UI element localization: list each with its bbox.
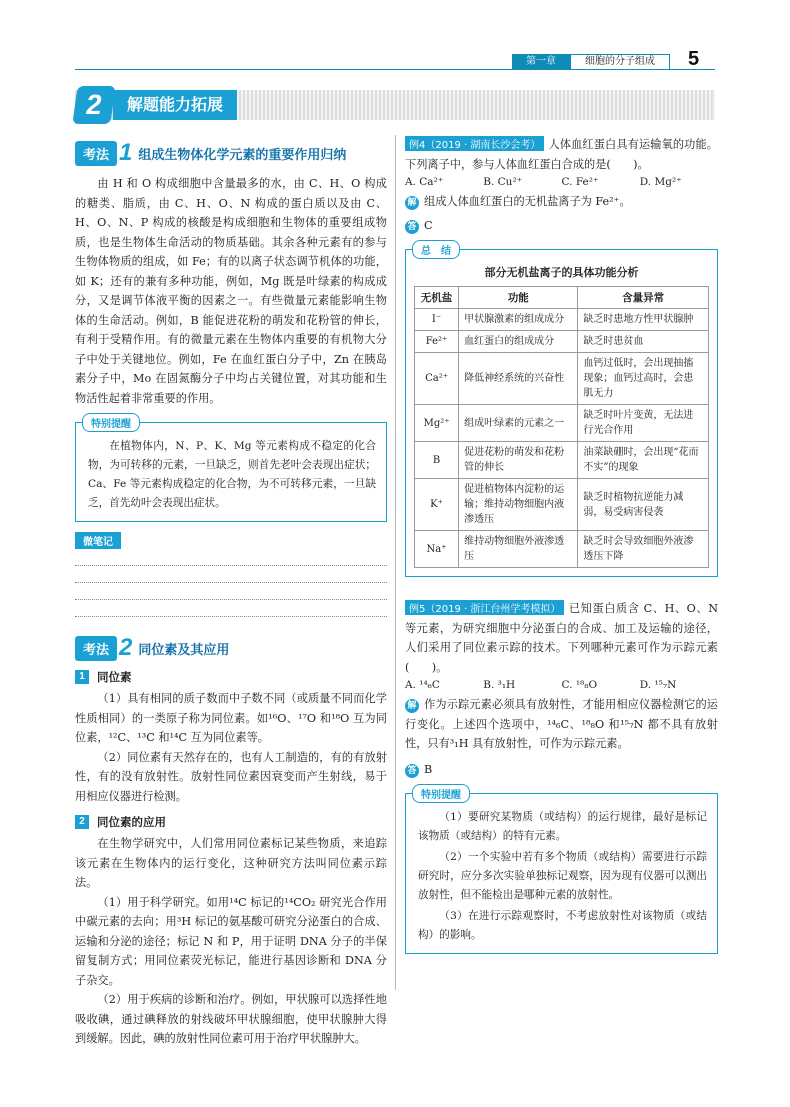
abnormal-cell: 血钙过低时，会出现抽搐现象；血钙过高时，会患肌无力 xyxy=(578,353,709,405)
function-cell: 血红蛋白的组成成分 xyxy=(459,331,578,353)
option: B. Cu²⁺ xyxy=(483,176,523,188)
solution-icon: 解 xyxy=(405,699,419,713)
special-tip-box-2 xyxy=(405,790,718,954)
table-row xyxy=(415,479,709,531)
tip-item: （2）一个实验中若有多个物质（或结构）需要进行示踪研究时，应分多次实验单独标记观察，因为现有仪器可以测出放射性，但不能检出是哪种元素的放射性。 xyxy=(418,851,707,901)
special-tip-text: 在植物体内，N、P、K、Mg 等元素构成不稳定的化合物，为可转移的元素，一旦缺乏，则首先老叶会表现出症状；Ca、Fe 等元素构成稳定的化合物，为不可转移元素，一旦缺乏，首先幼叶会表现出症状。 xyxy=(88,440,376,509)
ion-cell: I⁻ xyxy=(415,309,459,331)
example-4-solution xyxy=(405,192,718,212)
table-row xyxy=(415,331,709,353)
solution-icon: 解 xyxy=(405,196,419,210)
kaofa-1-heading xyxy=(75,140,387,166)
example-5-options xyxy=(405,679,718,691)
page-header xyxy=(0,0,790,80)
paragraph: （1）具有相同的质子数而中子数不同（或质量不同而化学性质相同）的一类原子称为同位素。如¹⁶O、¹⁷O 和¹⁸O 互为同位素，¹²C、¹³C 和¹⁴C 互为同位素等。 xyxy=(75,692,387,744)
function-cell: 甲状腺激素的组成成分 xyxy=(459,309,578,331)
function-cell: 降低神经系统的兴奋性 xyxy=(459,353,578,405)
paragraph: 在生物学研究中，人们常用同位素标记某些物质，来追踪该元素在生物体内的运行变化，这种研究方法叫同位素示踪法。 xyxy=(75,837,387,889)
paragraph: （1）用于科学研究。如用¹⁴C 标记的¹⁴CO₂ 研究光合作用中碳元素的去向；用³H 标记的氨基酸可研究分泌蛋白的合成、运输和分泌的途径；标记 N 和 P，用于证明 DNA 分子的半保留复制方式；用同位素荧光标记，能进行基因诊断和 DNA 分子杂交。 xyxy=(75,895,387,987)
column-header: 无机盐 xyxy=(415,287,459,309)
option: A. Ca²⁺ xyxy=(405,176,444,188)
note-line xyxy=(75,583,387,600)
table-row xyxy=(415,405,709,442)
solution-text: 作为示踪元素必须具有放射性，才能用相应仪器检测它的运行变化。上述四个选项中，¹⁴₆C、¹⁸₈O 和¹⁵₇N 都不具有放射性，只有³₁H 具有放射性，可作为示踪元素。 xyxy=(405,698,718,750)
example-5-question xyxy=(405,599,718,677)
paragraph: （2）用于疾病的诊断和治疗。例如，甲状腺可以选择性地吸收碘，通过碘释放的射线破坏甲状腺细胞，使甲状腺肿大得到缓解。因此，碘的放射性同位素可用于治疗甲状腺肿大。 xyxy=(75,993,387,1045)
tip-item: （1）要研究某物质（或结构）的运行规律，最好是标记该物质（或结构）的特有元素。 xyxy=(418,811,707,842)
ion-cell: Ca²⁺ xyxy=(415,353,459,405)
abnormal-cell: 缺乏时叶片变黄，无法进行光合作用 xyxy=(578,405,709,442)
answer-text: B xyxy=(424,762,433,776)
ion-cell: K⁺ xyxy=(415,479,459,531)
right-column xyxy=(405,135,718,954)
banner-title: 解题能力拓展 xyxy=(113,90,237,120)
example-tag: 例4（2019 · 湖南长沙会考） xyxy=(405,136,544,151)
micro-notes-label: 微笔记 xyxy=(75,532,121,549)
column-divider xyxy=(395,135,396,990)
ion-cell: Mg²⁺ xyxy=(415,405,459,442)
ion-function-table xyxy=(414,286,709,568)
option: D. ¹⁵₇N xyxy=(639,679,677,691)
kaofa-2-heading xyxy=(75,635,387,661)
banner-number: 2 xyxy=(72,86,115,124)
abnormal-cell: 缺乏时植物抗逆能力减弱，易受病害侵袭 xyxy=(578,479,709,531)
function-cell: 促进花粉的萌发和花粉管的伸长 xyxy=(459,442,578,479)
kaofa-number: 2 xyxy=(119,634,133,661)
option: B. ³₁H xyxy=(483,679,516,691)
table-row xyxy=(415,531,709,568)
paragraph: （2）同位素有天然存在的，也有人工制造的，有的有放射性，有的没有放射性。放射性同位素因衰变而产生射线，易于用相应仪器进行检测。 xyxy=(75,750,387,803)
function-cell: 促进植物体内淀粉的运输；维持动物细胞内液渗透压 xyxy=(459,479,578,531)
table-row xyxy=(415,353,709,405)
abnormal-cell: 缺乏时会导致细胞外液渗透压下降 xyxy=(578,531,709,568)
chapter-title: 细胞的分子组成 xyxy=(570,54,670,70)
note-line xyxy=(75,600,387,617)
subsection-number: 1 xyxy=(75,670,89,684)
special-tip-label: 特别提醒 xyxy=(412,784,470,803)
special-tip-label: 特别提醒 xyxy=(82,413,140,432)
ion-cell: B xyxy=(415,442,459,479)
example-4-question xyxy=(405,135,718,174)
subsection-title: 同位素的应用 xyxy=(97,815,166,829)
note-line xyxy=(75,549,387,566)
special-tip-box xyxy=(75,419,387,522)
left-column xyxy=(75,140,387,1049)
kaofa-1-body: 由 H 和 O 构成细胞中含量最多的水，由 C、H、O 构成的糖类、脂质，由 C、H、O、N 构成的蛋白质以及由 C、H、O、N、P 构成的核酸是构成细胞和生物体的重要组成物质，也是生物体生命活动的物质基础。其余各种元素有的参与生物体物质的组成，如 Fe；有的以离子状态调节机体的功能，如 K；还有的兼有多种功能，例如，Mg 既是叶绿素的构成成分，又是调节体液平衡的因素之一。有些微量元素能影响生物体的生命活动。例如，B 能促进花粉的萌发和花粉管的伸长，有利于受精作用。有的微量元素在生物体内重要的有机物大分子中处于关键地位。例如，Fe 在血红蛋白分子中，Zn 在胰岛素分子中，Mo 在固氮酶分子中均占关键位置，对其功能和生物活性起着非常重要的作用。 xyxy=(75,177,387,405)
answer-text: C xyxy=(424,218,433,232)
answer-icon: 答 xyxy=(405,220,419,234)
subsection-title: 同位素 xyxy=(97,670,132,684)
example-4-answer xyxy=(405,216,718,236)
ion-cell: Na⁺ xyxy=(415,531,459,568)
example-tag: 例5（2019 · 浙江台州学考模拟） xyxy=(405,600,564,615)
option: A. ¹⁴₆C xyxy=(405,679,440,691)
example-4-options xyxy=(405,176,718,188)
chapter-label: 第一章 xyxy=(512,54,570,70)
subsection-1-heading xyxy=(75,669,387,685)
option: D. Mg²⁺ xyxy=(639,176,682,188)
option: C. ¹⁸₈O xyxy=(561,679,598,691)
table-header-row xyxy=(415,287,709,309)
table-row xyxy=(415,442,709,479)
micro-notes xyxy=(75,532,387,549)
question-text: 人体血红蛋白具有运输氧的功能。下列离子中，参与人体血红蛋白合成的是( )。 xyxy=(405,138,718,171)
summary-title: 部分无机盐离子的具体功能分析 xyxy=(484,266,639,279)
column-header: 含量异常 xyxy=(578,287,709,309)
column-header: 功能 xyxy=(459,287,578,309)
table-row xyxy=(415,309,709,331)
option: C. Fe²⁺ xyxy=(561,176,599,188)
subsection-2-heading xyxy=(75,814,387,830)
function-cell: 维持动物细胞外液渗透压 xyxy=(459,531,578,568)
ion-cell: Fe²⁺ xyxy=(415,331,459,353)
answer-icon: 答 xyxy=(405,764,419,778)
section-banner xyxy=(75,90,715,120)
subsection-number: 2 xyxy=(75,815,89,829)
abnormal-cell: 缺乏时患地方性甲状腺肿 xyxy=(578,309,709,331)
abnormal-cell: 油菜缺硼时，会出现“花而不实”的现象 xyxy=(578,442,709,479)
question-text: 已知蛋白质含 C、H、O、N 等元素，为研究细胞中分泌蛋白的合成、加工及运输的途径，人们采用了同位素示踪的技术。下列哪种元素可作为示踪元素( )。 xyxy=(405,602,718,674)
kaofa-badge: 考法 xyxy=(75,141,117,166)
solution-text: 组成人体血红蛋白的无机盐离子为 Fe²⁺。 xyxy=(424,195,631,208)
example-5-solution xyxy=(405,695,718,754)
abnormal-cell: 缺乏时患贫血 xyxy=(578,331,709,353)
tip-item: （3）在进行示踪观察时，不考虑放射性对该物质（或结构）的影响。 xyxy=(418,910,707,941)
summary-box xyxy=(405,246,718,577)
function-cell: 组成叶绿素的元素之一 xyxy=(459,405,578,442)
summary-label: 总 结 xyxy=(412,240,460,259)
note-line xyxy=(75,566,387,583)
example-5-answer xyxy=(405,760,718,780)
kaofa-title: 同位素及其应用 xyxy=(138,642,230,658)
kaofa-badge: 考法 xyxy=(75,636,117,661)
page-number: 5 xyxy=(688,48,700,70)
kaofa-number: 1 xyxy=(119,139,133,166)
kaofa-title: 组成生物体化学元素的重要作用归纳 xyxy=(138,147,347,163)
